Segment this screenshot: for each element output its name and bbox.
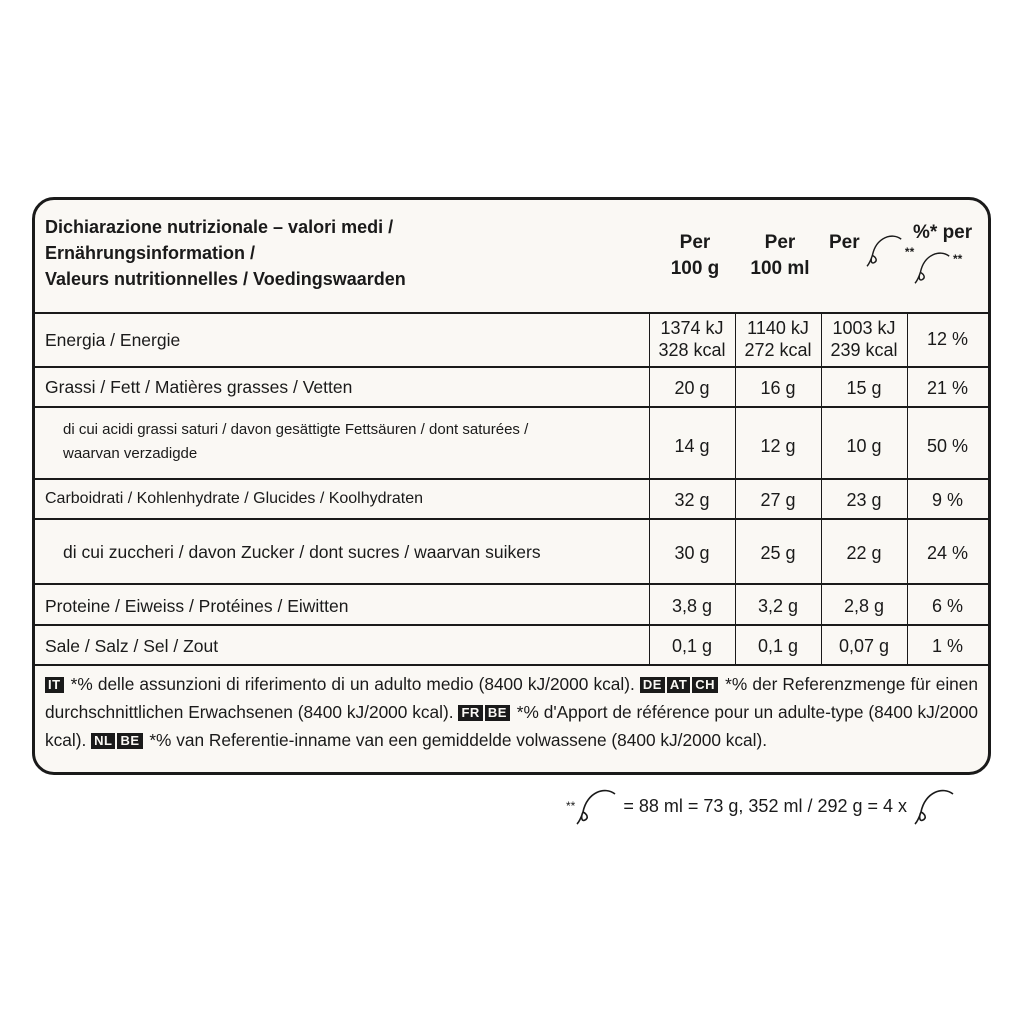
value-kj: 1140 kJ xyxy=(747,318,809,338)
row-divider xyxy=(35,478,988,480)
row-label-salt: Sale / Salz / Sel / Zout xyxy=(45,636,219,656)
value-energy-portion xyxy=(821,317,907,361)
value-protein-100ml: 3,2 g xyxy=(757,596,799,616)
column-header-line: Per xyxy=(679,232,711,253)
value-saturates-100ml: 12 g xyxy=(760,436,796,456)
value-saturates-portion: 10 g xyxy=(846,436,882,456)
row-label-carbohydrates: Carboidrati / Kohlenhydrate / Glucides / Koolhydraten xyxy=(45,490,423,507)
portion-stars: ** xyxy=(904,245,915,259)
ice-cream-cone-icon xyxy=(865,232,905,268)
column-header-line: 100 ml xyxy=(750,258,810,279)
ice-cream-cone-icon xyxy=(913,786,957,826)
value-energy-100g xyxy=(649,317,735,361)
row-divider xyxy=(35,366,988,368)
row-label-fat: Grassi / Fett / Matières grasses / Vetten xyxy=(45,377,353,397)
column-header-per-100ml xyxy=(735,230,825,282)
title-line-2: Ernährungsinformation / xyxy=(45,243,256,263)
value-saturates-100g: 14 g xyxy=(674,436,710,456)
value-kcal: 328 kcal xyxy=(658,340,726,360)
footnote-text-nl: *% van Referentie-inname van een gemiddelde volwassene (8400 kJ/2000 kcal). xyxy=(149,730,768,750)
row-label-line: waarvan verzadigde xyxy=(63,445,198,462)
value-carbohydrates-portion: 23 g xyxy=(846,490,882,510)
value-sugars-portion: 22 g xyxy=(846,543,882,563)
badge-be: BE xyxy=(485,705,510,721)
value-salt-100ml: 0,1 g xyxy=(757,636,799,656)
row-label-protein: Proteine / Eiweiss / Protéines / Eiwitten xyxy=(45,596,349,616)
portion-note-text: = 88 ml = 73 g, 352 ml / 292 g = 4 x xyxy=(623,795,908,816)
value-carbohydrates-ri: 9 % xyxy=(931,490,964,510)
ice-cream-cone-icon xyxy=(575,786,619,826)
badge-it: IT xyxy=(45,677,64,693)
value-energy-100ml xyxy=(735,317,821,361)
table-title xyxy=(45,214,406,292)
row-divider xyxy=(35,583,988,585)
value-sugars-100g: 30 g xyxy=(674,543,710,563)
value-carbohydrates-100ml: 27 g xyxy=(760,490,796,510)
row-divider xyxy=(35,518,988,520)
value-protein-100g: 3,8 g xyxy=(671,596,713,616)
badge-at: AT xyxy=(667,677,690,693)
row-divider xyxy=(35,624,988,626)
column-header-reference-intake xyxy=(913,220,991,285)
title-line-1: Dichiarazione nutrizionale – valori medi / xyxy=(45,217,394,237)
value-salt-portion: 0,07 g xyxy=(838,636,890,656)
portion-note-stars: ** xyxy=(566,799,576,813)
portion-note xyxy=(566,786,957,826)
title-line-3: Valeurs nutritionnelles / Voedingswaarden xyxy=(45,269,406,289)
column-header-line: 100 g xyxy=(670,258,720,279)
value-sugars-ri: 24 % xyxy=(926,543,969,563)
row-label-saturates xyxy=(63,418,528,466)
row-divider xyxy=(35,312,988,314)
column-header-per-100g xyxy=(655,230,735,282)
row-label-energy: Energia / Energie xyxy=(45,330,181,350)
value-sugars-100ml: 25 g xyxy=(760,543,796,563)
badge-fr: FR xyxy=(458,705,482,721)
value-kj: 1003 kJ xyxy=(832,318,896,338)
badge-be: BE xyxy=(117,733,142,749)
value-kcal: 272 kcal xyxy=(744,340,812,360)
ice-cream-cone-icon xyxy=(913,249,953,285)
value-kcal: 239 kcal xyxy=(830,340,898,360)
value-energy-ri: 12 % xyxy=(926,329,969,349)
row-label-sugars: di cui zuccheri / davon Zucker / dont sucres / waarvan suikers xyxy=(63,542,541,562)
badge-de: DE xyxy=(640,677,665,693)
reference-stars: ** xyxy=(953,252,963,266)
row-label-line: di cui acidi grassi saturi / davon gesättigte Fettsäuren / dont saturées / xyxy=(63,421,529,438)
value-kj: 1374 kJ xyxy=(660,318,724,338)
value-carbohydrates-100g: 32 g xyxy=(674,490,710,510)
column-header-line: Per xyxy=(829,232,860,253)
footnote-text-de: *% der Referenzmenge für einen durchschnittlichen Erwachsenen (8400 kJ/2000 kcal). xyxy=(45,674,978,722)
footnote-text-fr: *% d'Apport de référence pour un adulte-type (8400 kJ/2000 kcal). xyxy=(45,702,978,750)
row-divider xyxy=(35,664,988,666)
badge-nl: NL xyxy=(91,733,115,749)
value-fat-ri: 21 % xyxy=(926,378,969,398)
column-header-per-portion xyxy=(829,230,919,268)
nutrition-label xyxy=(32,197,991,775)
value-fat-100ml: 16 g xyxy=(760,378,796,398)
reference-intake-footnote xyxy=(45,670,978,754)
column-header-line: Per xyxy=(764,232,796,253)
column-header-line: %* per xyxy=(913,222,973,243)
row-divider xyxy=(35,406,988,408)
badge-ch: CH xyxy=(692,677,718,693)
value-protein-portion: 2,8 g xyxy=(843,596,885,616)
value-fat-100g: 20 g xyxy=(674,378,710,398)
value-protein-ri: 6 % xyxy=(931,596,964,616)
value-saturates-ri: 50 % xyxy=(926,436,969,456)
value-salt-ri: 1 % xyxy=(931,636,964,656)
footnote-text-it: *% delle assunzioni di riferimento di un adulto medio (8400 kJ/2000 kcal). xyxy=(70,674,635,694)
value-salt-100g: 0,1 g xyxy=(671,636,713,656)
value-fat-portion: 15 g xyxy=(846,378,882,398)
